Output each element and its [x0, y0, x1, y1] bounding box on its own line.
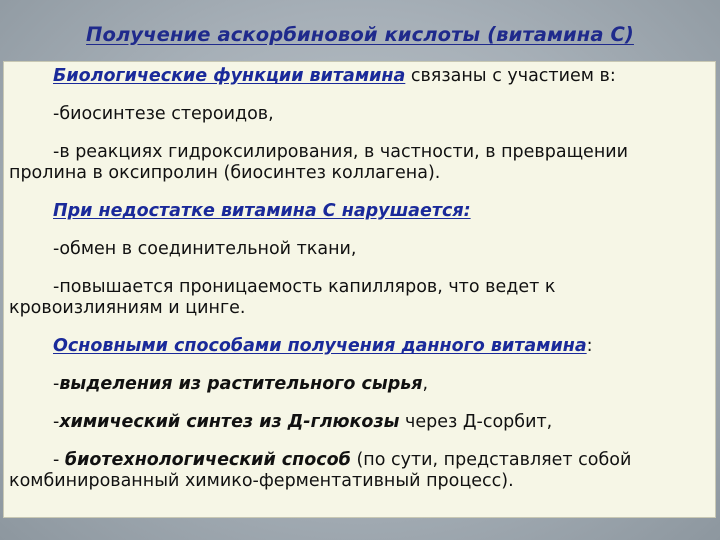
bio-functions-text: связаны с участием в: [405, 66, 616, 86]
plant-extraction-rest: , [422, 374, 429, 394]
dash: - [53, 450, 65, 470]
production-methods-colon: : [586, 336, 593, 356]
item-capillary-permeability: -повышается проницаемость капилляров, что ведет к кровоизлияниям и цинге. [9, 277, 556, 318]
dash: - [53, 412, 60, 432]
slide-title: Получение аскорбиновой кислоты (витамина С) [86, 22, 634, 46]
item-connective-tissue: -обмен в соединительной ткани, [53, 239, 357, 259]
item-plant-extraction [9, 374, 705, 395]
paragraph-production-methods [9, 336, 705, 357]
heading-deficiency: При недостатке витамина С нарушается: [53, 201, 471, 221]
plant-extraction-bold: выделения из растительного сырья [59, 374, 423, 394]
item-steroid-biosynthesis: -биосинтезе стероидов, [53, 104, 274, 124]
chemical-synthesis-rest: через Д-сорбит, [399, 412, 553, 432]
heading-bio-functions: Биологические функции витамина [53, 66, 406, 86]
item-chemical-synthesis [9, 412, 705, 433]
paragraph-deficiency [9, 201, 705, 222]
paragraph-bio-functions [9, 66, 705, 87]
biotech-method-rest: (по сути, представляет собой комбинированный химико-ферментативный процесс). [9, 450, 632, 491]
chemical-synthesis-bold: химический синтез из Д-глюкозы [59, 412, 400, 432]
title-bar [0, 0, 720, 60]
heading-production-methods: Основными способами получения данного витамина [53, 336, 587, 356]
dash: - [53, 374, 60, 394]
biotech-method-bold: биотехнологический способ [64, 450, 351, 470]
item-biotech-method [9, 450, 705, 492]
item-hydroxylation: -в реакциях гидроксилирования, в частности, в превращении пролина в оксипролин (биосинтез коллагена). [9, 142, 629, 183]
content-panel [3, 61, 716, 518]
